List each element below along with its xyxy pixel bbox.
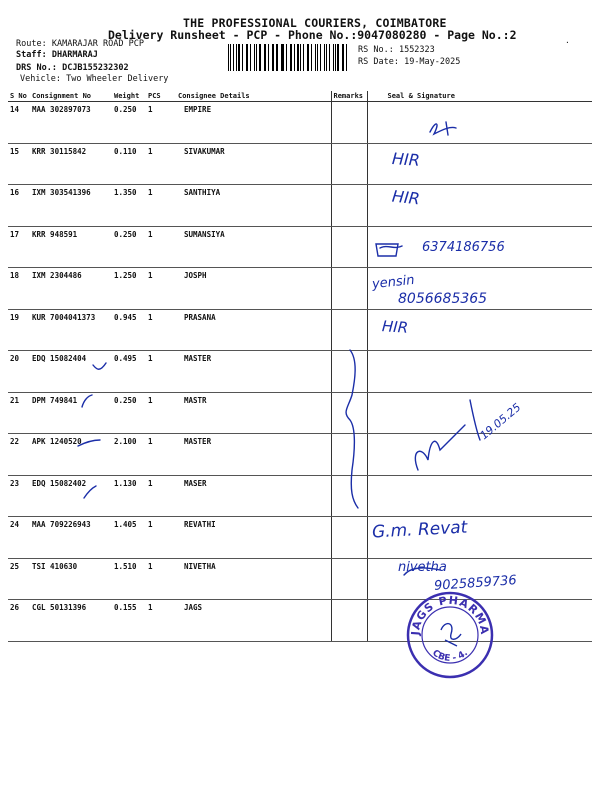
- check-23: [84, 486, 96, 498]
- cell-consignee: EMPIRE: [176, 102, 331, 144]
- cell-consignee: MASTR: [176, 392, 331, 434]
- route-label: Route:: [16, 39, 47, 49]
- hir-signature-3: HIR: [381, 317, 409, 337]
- cell-pcs: 1: [146, 475, 176, 517]
- signature-row21: [415, 400, 480, 470]
- stamp-top-text: JAGS PHARMA: [408, 593, 492, 636]
- cell-pcs: 1: [146, 268, 176, 310]
- check-20: [93, 363, 106, 369]
- nivetha-phone: 9025859736: [433, 573, 518, 594]
- cell-weight: 0.250: [112, 102, 146, 144]
- rs-no-label: RS No.:: [358, 45, 394, 55]
- cell-sno: 19: [8, 309, 30, 351]
- rs-date-value: 19-May-2025: [404, 57, 461, 67]
- phone-row18: 8056685365: [398, 291, 488, 307]
- cell-sno: 22: [8, 434, 30, 476]
- cell-consignee: MASTER: [176, 351, 331, 393]
- cell-consignee: MASTER: [176, 434, 331, 476]
- cell-weight: 1.405: [112, 517, 146, 559]
- cell-weight: 0.155: [112, 600, 146, 642]
- cell-pcs: 1: [146, 309, 176, 351]
- cell-pcs: 1: [146, 143, 176, 185]
- cell-weight: 0.945: [112, 309, 146, 351]
- header-weight: Weight: [112, 91, 146, 102]
- cell-consignee: JOSPH: [176, 268, 331, 310]
- cell-weight: 0.495: [112, 351, 146, 393]
- cell-consignment-no: TSI 410630: [30, 558, 112, 600]
- cell-weight: 0.250: [112, 226, 146, 268]
- cell-pcs: 1: [146, 102, 176, 144]
- cell-weight: 0.250: [112, 392, 146, 434]
- hir-signature-2: HIR: [391, 186, 421, 209]
- nivetha-name: nivetha: [398, 560, 447, 575]
- document-title: THE PROFESSIONAL COURIERS, COIMBATORE: [183, 16, 447, 30]
- cell-consignment-no: MAA 302897073: [30, 102, 112, 144]
- rs-date-label: RS Date:: [358, 57, 399, 67]
- svg-text:JAGS PHARMA: [409, 594, 491, 637]
- cell-consignee: SIVAKUMAR: [176, 143, 331, 185]
- header-remarks: Remarks: [331, 91, 367, 102]
- cell-pcs: 1: [146, 226, 176, 268]
- cell-sno: 26: [8, 600, 30, 642]
- cell-consignment-no: EDQ 15082404: [30, 351, 112, 393]
- hir-signature-1: HIR: [391, 149, 421, 170]
- cell-consignment-no: CGL 50131396: [30, 600, 112, 642]
- cell-consignee: REVATHI: [176, 517, 331, 559]
- signature-row14: [430, 122, 456, 135]
- staff-value: DHARMARAJ: [51, 50, 98, 60]
- corner-mark: ·: [565, 38, 570, 47]
- phone-row17: 6374186756: [422, 240, 505, 255]
- cell-weight: 1.350: [112, 185, 146, 227]
- header-consignment: Consignment No: [30, 91, 112, 102]
- cell-consignment-no: KRR 948591: [30, 226, 112, 268]
- svg-text:CBE - 4.: [430, 648, 470, 664]
- cell-consignment-no: KUR 7004041373: [30, 309, 112, 351]
- cell-pcs: 1: [146, 517, 176, 559]
- header-pcs: PCS: [146, 91, 176, 102]
- cell-weight: 1.250: [112, 268, 146, 310]
- cell-pcs: 1: [146, 351, 176, 393]
- box-scribble: [376, 244, 402, 256]
- cell-weight: 1.510: [112, 558, 146, 600]
- cell-consignee: PRASANA: [176, 309, 331, 351]
- vehicle-label: Vehicle:: [20, 74, 61, 84]
- rs-no-value: 1552323: [398, 45, 435, 55]
- cell-consignment-no: IXM 2304486: [30, 268, 112, 310]
- cell-consignee: NIVETHA: [176, 558, 331, 600]
- cell-sno: 20: [8, 351, 30, 393]
- cell-consignee: JAGS: [176, 600, 331, 642]
- cell-sno: 21: [8, 392, 30, 434]
- stamp-bottom-text: CBE - 4.: [430, 648, 470, 665]
- cell-pcs: 1: [146, 392, 176, 434]
- drs-value: DCJB155232302: [62, 63, 129, 73]
- cell-sno: 25: [8, 558, 30, 600]
- header-sno: S No: [8, 91, 30, 102]
- cell-pcs: 1: [146, 558, 176, 600]
- date-signature: 19.05.25: [477, 400, 524, 443]
- cell-sno: 17: [8, 226, 30, 268]
- cell-sno: 14: [8, 102, 30, 144]
- header-consignee: Consignee Details: [176, 91, 331, 102]
- brace-mark: [346, 350, 358, 508]
- vehicle-value: Two Wheeler Delivery: [66, 74, 169, 84]
- cell-sno: 18: [8, 268, 30, 310]
- cell-pcs: 1: [146, 600, 176, 642]
- staff-label: Staff:: [16, 50, 47, 60]
- check-22: [78, 440, 100, 446]
- cell-consignment-no: MAA 709226943: [30, 517, 112, 559]
- cell-consignment-no: KRR 30115842: [30, 143, 112, 185]
- cell-consignee: MASER: [176, 475, 331, 517]
- cell-weight: 0.110: [112, 143, 146, 185]
- cell-consignee: SUMANSIYA: [176, 226, 331, 268]
- cell-sno: 23: [8, 475, 30, 517]
- header-seal: Seal & Signature: [367, 91, 592, 102]
- cell-weight: 1.130: [112, 475, 146, 517]
- revathi-signature: G.m. Revat: [371, 517, 468, 543]
- cell-consignment-no: IXM 303541396: [30, 185, 112, 227]
- company-stamp: [405, 590, 495, 680]
- route-value: KAMARAJAR ROAD PCP: [51, 39, 144, 49]
- cell-consignee: SANTHIYA: [176, 185, 331, 227]
- cell-sno: 16: [8, 185, 30, 227]
- name-row18: yensin: [371, 272, 416, 293]
- stamp-signature: [441, 624, 461, 646]
- cell-pcs: 1: [146, 185, 176, 227]
- check-21: [82, 395, 92, 407]
- cell-sno: 24: [8, 517, 30, 559]
- cell-sno: 15: [8, 143, 30, 185]
- cell-pcs: 1: [146, 434, 176, 476]
- cell-consignment-no: EDQ 15082402: [30, 475, 112, 517]
- document-subtitle: Delivery Runsheet - PCP - Phone No.:9047080280 - Page No.:2: [108, 28, 517, 42]
- cell-consignment-no: DPM 749841: [30, 392, 112, 434]
- cell-weight: 2.100: [112, 434, 146, 476]
- cell-consignment-no: APK 1240520: [30, 434, 112, 476]
- drs-label: DRS No.:: [16, 63, 57, 73]
